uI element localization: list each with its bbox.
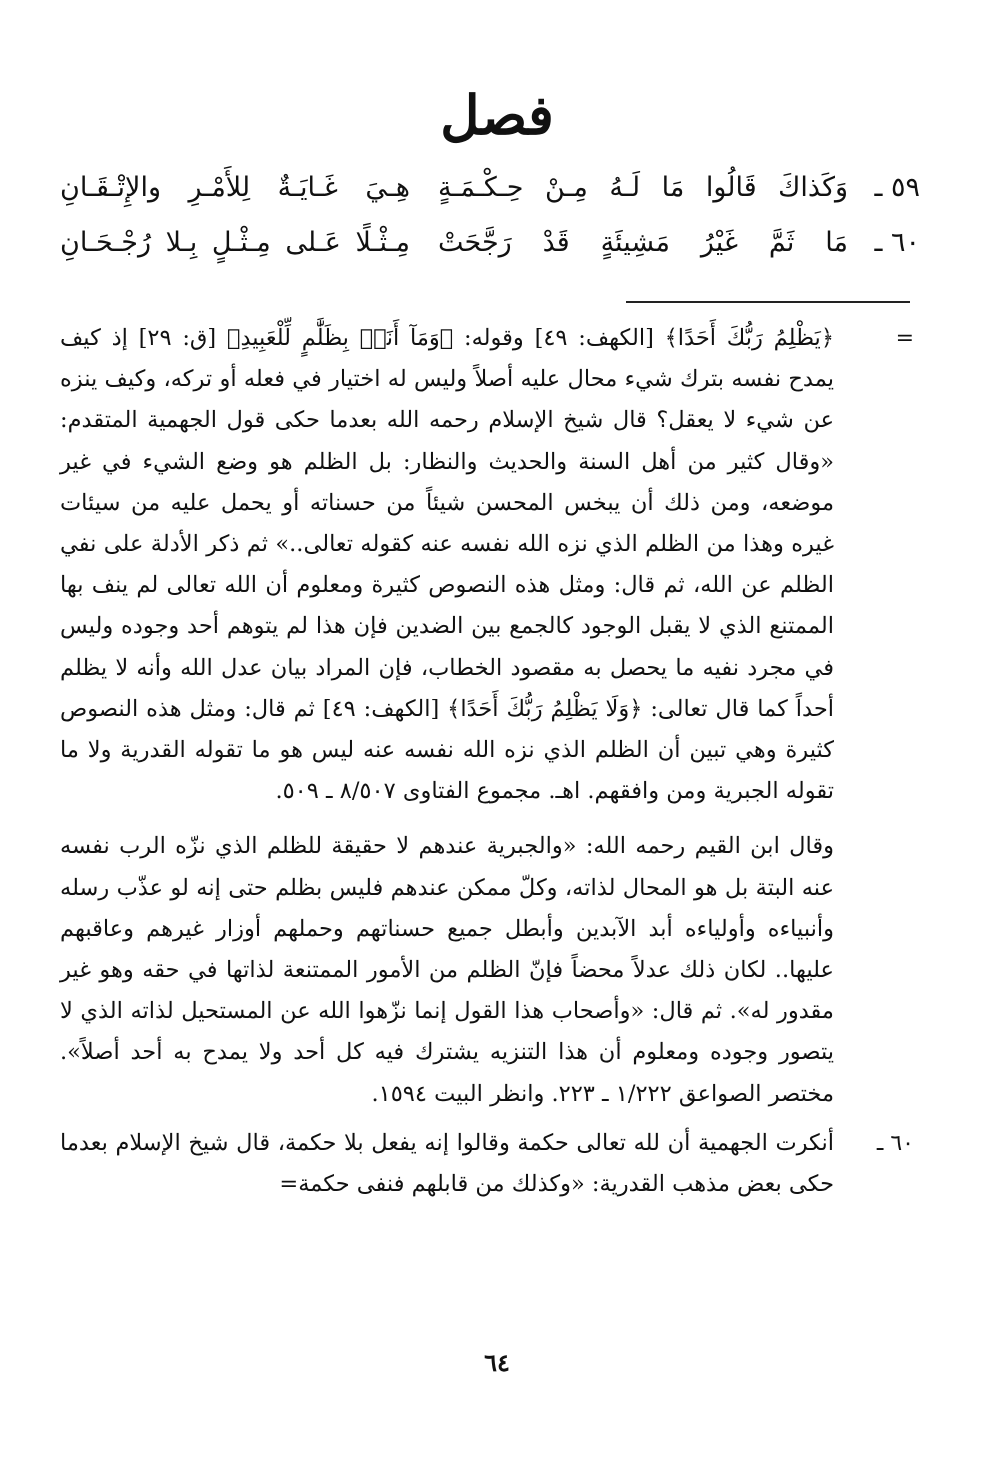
verse-second-hemistich: هِـيَ غَـايَـةٌ لِلأَمْـرِ والإِتْـقَـانِ bbox=[60, 172, 410, 203]
footnote-60 bbox=[60, 1123, 920, 1205]
footnotes-section bbox=[60, 318, 920, 1205]
section-heading: فصل bbox=[440, 83, 554, 147]
verse-number: ٦٠ ـ bbox=[874, 227, 920, 258]
footnote-marker: ٦٠ ـ bbox=[876, 1130, 914, 1156]
footnote-separator bbox=[626, 301, 910, 303]
footnote-marker: = bbox=[895, 326, 914, 351]
verse-line bbox=[60, 218, 920, 268]
verse-first-hemistich: وَكَذاكَ قَالُوا مَا لَـهُ مِـنْ حِـكْـمَـةٍ bbox=[438, 172, 848, 203]
footnote-text: ﴿يَظْلِمُ رَبُّكَ أَحَدًا﴾ [الكهف: ٤٩] وقوله: ﴿وَمَآ أَنَا۠ بِظَلَّٰمٍ لِّلْعَبِيدِ﴾ [ق: ٢٩] إذ كيف يمدح نفسه بترك شيء محال عليه أصلاً وليس له اختيار في فعله أو تركه، وكيف ينزه عن شيء لا يعقل؟ قال شيخ الإسلام رحمه الله بعدما حكى قول الجهمية المتقدم: «وقال كثير من أهل السنة والحديث والنظار: بل الظلم هو وضع الشيء في غير موضعه، ومن ذلك أن يبخس المحسن شيئاً من حسناته أو يحمل عليه من سيئات غيره وهذا من الظلم الذي نزه الله نفسه عنه كقوله تعالى..» ثم ذكر الأدلة على نفي الظلم عن الله، ثم قال: ومثل هذه النصوص كثيرة ومعلوم أن الله تعالى لم ينف بها الممتنع الذي لا يقبل الوجود كالجمع بين الضدين فإن هذا لم يتوهم أحد وجوده وليس في مجرد نفيه ما يحصل به مقصود الخطاب، فإن المراد بيان عدل الله وأنه لا يظلم أحداً كما قال تعالى: ﴿وَلَا يَظْلِمُ رَبُّكَ أَحَدًا﴾ [الكهف: ٤٩] ثم قال: ومثل هذه النصوص كثيرة وهي تبين أن الظلم الذي نزه الله نفسه عنه ليس هو ما تقوله القدرية ولا ما تقوله الجبرية ومن وافقهم. اهـ. مجموع الفتاوى ٨/٥٠٧ ـ ٥٠٩. bbox=[60, 325, 835, 805]
footnote-text: وقال ابن القيم رحمه الله: «والجبرية عندهم لا حقيقة للظلم الذي نزّه الرب نفسه عنه البتة بل هو المحال لذاته، وكلّ ممكن عندهم فليس بظلم حتى إنه لو عذّب رسله وأنبياءه وأولياءه أبد الآبدين وأبطل جميع حسناتهم وحملهم أوزار غيرهم وعاقبهم عليها.. لكان ذلك عدلاً محضاً فإنّ الظلم من الأمور الممتنعة لذاتها في حقه وهو غير مقدور له». ثم قال: «وأصحاب هذا القول إنما نزّهوا الله عن المستحيل لذاته الذي لا يتصور وجوده ومعلوم أن هذا التنزيه يشترك فيه كل أحد ولا يمدح به أحد أصلاً». مختصر الصواعق ١/٢٢٢ ـ ٢٢٣. وانظر البيت ١٥٩٤. bbox=[60, 833, 834, 1107]
footnote-continued bbox=[60, 318, 920, 812]
footnote-text: أنكرت الجهمية أن لله تعالى حكمة وقالوا إنه يفعل بلا حكمة، قال شيخ الإسلام بعدما حكى بعض مذهب القدرية: «وكذلك من قابلهم فنفى حكمة= bbox=[60, 1129, 834, 1198]
page-number: ٦٤ bbox=[484, 1348, 510, 1377]
verse-line bbox=[60, 163, 920, 213]
verse-number: ٥٩ ـ bbox=[874, 172, 920, 203]
verse-second-hemistich: مِـثْـلًا عَـلى مِـثْـلٍ بِـلا رُجْـحَـانِ bbox=[60, 227, 410, 258]
footnote-paragraph bbox=[60, 826, 920, 1114]
verse-first-hemistich: مَا ثَمَّ غَيْرُ مَشِيئَةٍ قَدْ رَجَّحَتْ bbox=[438, 227, 848, 258]
